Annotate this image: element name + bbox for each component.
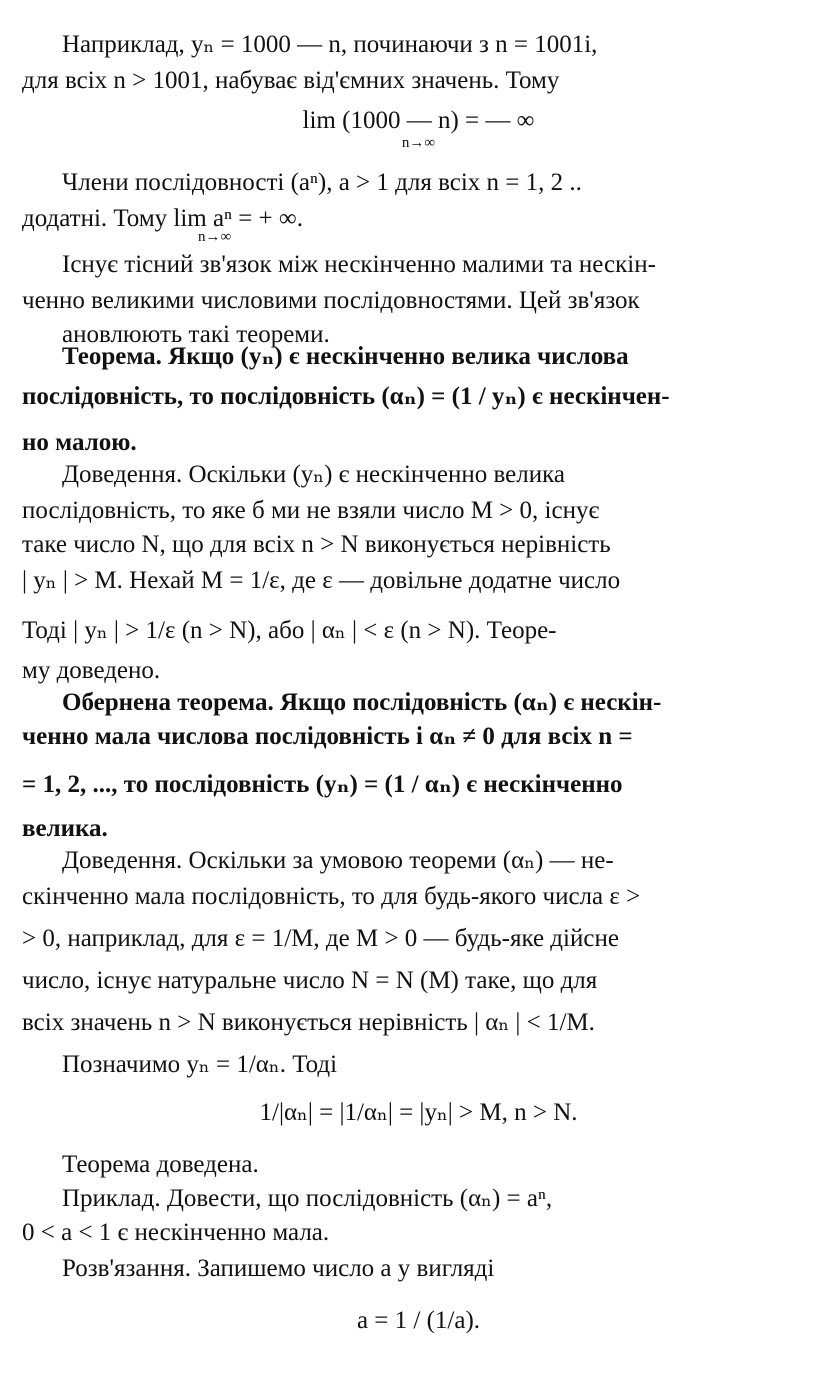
theorem-2-line-4: велика. <box>22 815 108 842</box>
paragraph-members-line-1: Члени послідовності (aⁿ), a > 1 для всіх n = 1, 2 .. <box>62 169 582 196</box>
theorem-2-line-3: = 1, 2, ..., то послідовність (yₙ) = (1 / αₙ) є нескінченно <box>22 771 623 798</box>
proof-1-line-6: му доведено. <box>22 657 161 684</box>
limit-expression <box>303 106 535 152</box>
proof-1-line-4: | yₙ | > M. Нехай M = 1/ε, де ε — довільне додатне число <box>22 567 621 594</box>
proof-2-conclusion: Теорема доведена. <box>62 1151 259 1178</box>
equation-fraction: a = 1 / (1/a). <box>356 1307 481 1334</box>
paragraph-relation-line-1: Існує тісний зв'язок між нескінченно малими та нескін- <box>62 251 656 278</box>
theorem-1-line-1: Теорема. Якщо (yₙ) є нескінченно велика числова <box>62 343 629 370</box>
theorem-2-line-1: Обернена теорема. Якщо послідовність (αₙ) є нескін- <box>62 689 662 716</box>
paragraph-example-line-1: Наприклад, yₙ = 1000 — n, починаючи з n = 1001і, <box>62 31 598 58</box>
proof-2-line-4: число, існує натуральне число N = N (M) таке, що для <box>22 967 598 994</box>
proof-2-line-2: скінченно мала послідовність, то для будь-якого числа ε > <box>22 883 641 910</box>
example-line-2: 0 < a < 1 є нескінченно мала. <box>22 1219 330 1246</box>
theorem-1-line-2: послідовність, то послідовність (αₙ) = (1 / yₙ) є нескінчен- <box>22 383 670 410</box>
proof-1-line-1: Доведення. Оскільки (yₙ) є нескінченно велика <box>62 461 565 488</box>
limit-body: lim (1000 — n) = — ∞ <box>302 107 535 134</box>
proof-2-line-6: Позначимо yₙ = 1/αₙ. Тоді <box>62 1051 338 1078</box>
paragraph-members-line-2: додатні. Тому lim aⁿ = + ∞. <box>22 205 303 232</box>
solution-line-1: Розв'язання. Запишемо число a у вигляді <box>62 1255 495 1282</box>
paragraph-example-line-2: для всіх n > 1001, набуває від'ємних значень. Тому <box>22 67 560 94</box>
theorem-2-line-2: ченно мала числова послідовність і αₙ ≠ 0 для всіх n = <box>22 723 633 750</box>
proof-1-line-2: послідовність, то яке б ми не взяли число M > 0, існує <box>22 497 600 524</box>
paragraph-relation-line-2: ченно великими числовими послідовностями. Цей зв'язок <box>22 287 640 314</box>
proof-2-line-5: всіх значень n > N виконується нерівність | αₙ | < 1/M. <box>22 1009 595 1036</box>
paragraph-relation-line-3: ановлюють такі теореми. <box>62 321 330 348</box>
example-line-1: Приклад. Довести, що послідовність (αₙ) = aⁿ, <box>62 1185 553 1212</box>
proof-2-line-1: Доведення. Оскільки за умовою теореми (αₙ) — не- <box>62 847 614 874</box>
proof-2-line-3: > 0, наприклад, для ε = 1/M, де M > 0 — будь-яке дійсне <box>22 925 619 952</box>
theorem-1-line-3: но малою. <box>22 429 137 456</box>
equation-limit-1 <box>0 106 837 152</box>
limit-subscript-2: n→∞ <box>198 229 232 245</box>
equation-inequality: 1/|αₙ| = |1/αₙ| = |yₙ| > M, n > N. <box>259 1099 578 1126</box>
proof-1-line-3: таке число N, що для всіх n > N виконується нерівність <box>22 531 611 558</box>
limit-subscript: n→∞ <box>401 135 436 151</box>
proof-1-line-5: Тоді | yₙ | > 1/ε (n > N), або | αₙ | < ε (n > N). Теоре- <box>22 617 557 644</box>
